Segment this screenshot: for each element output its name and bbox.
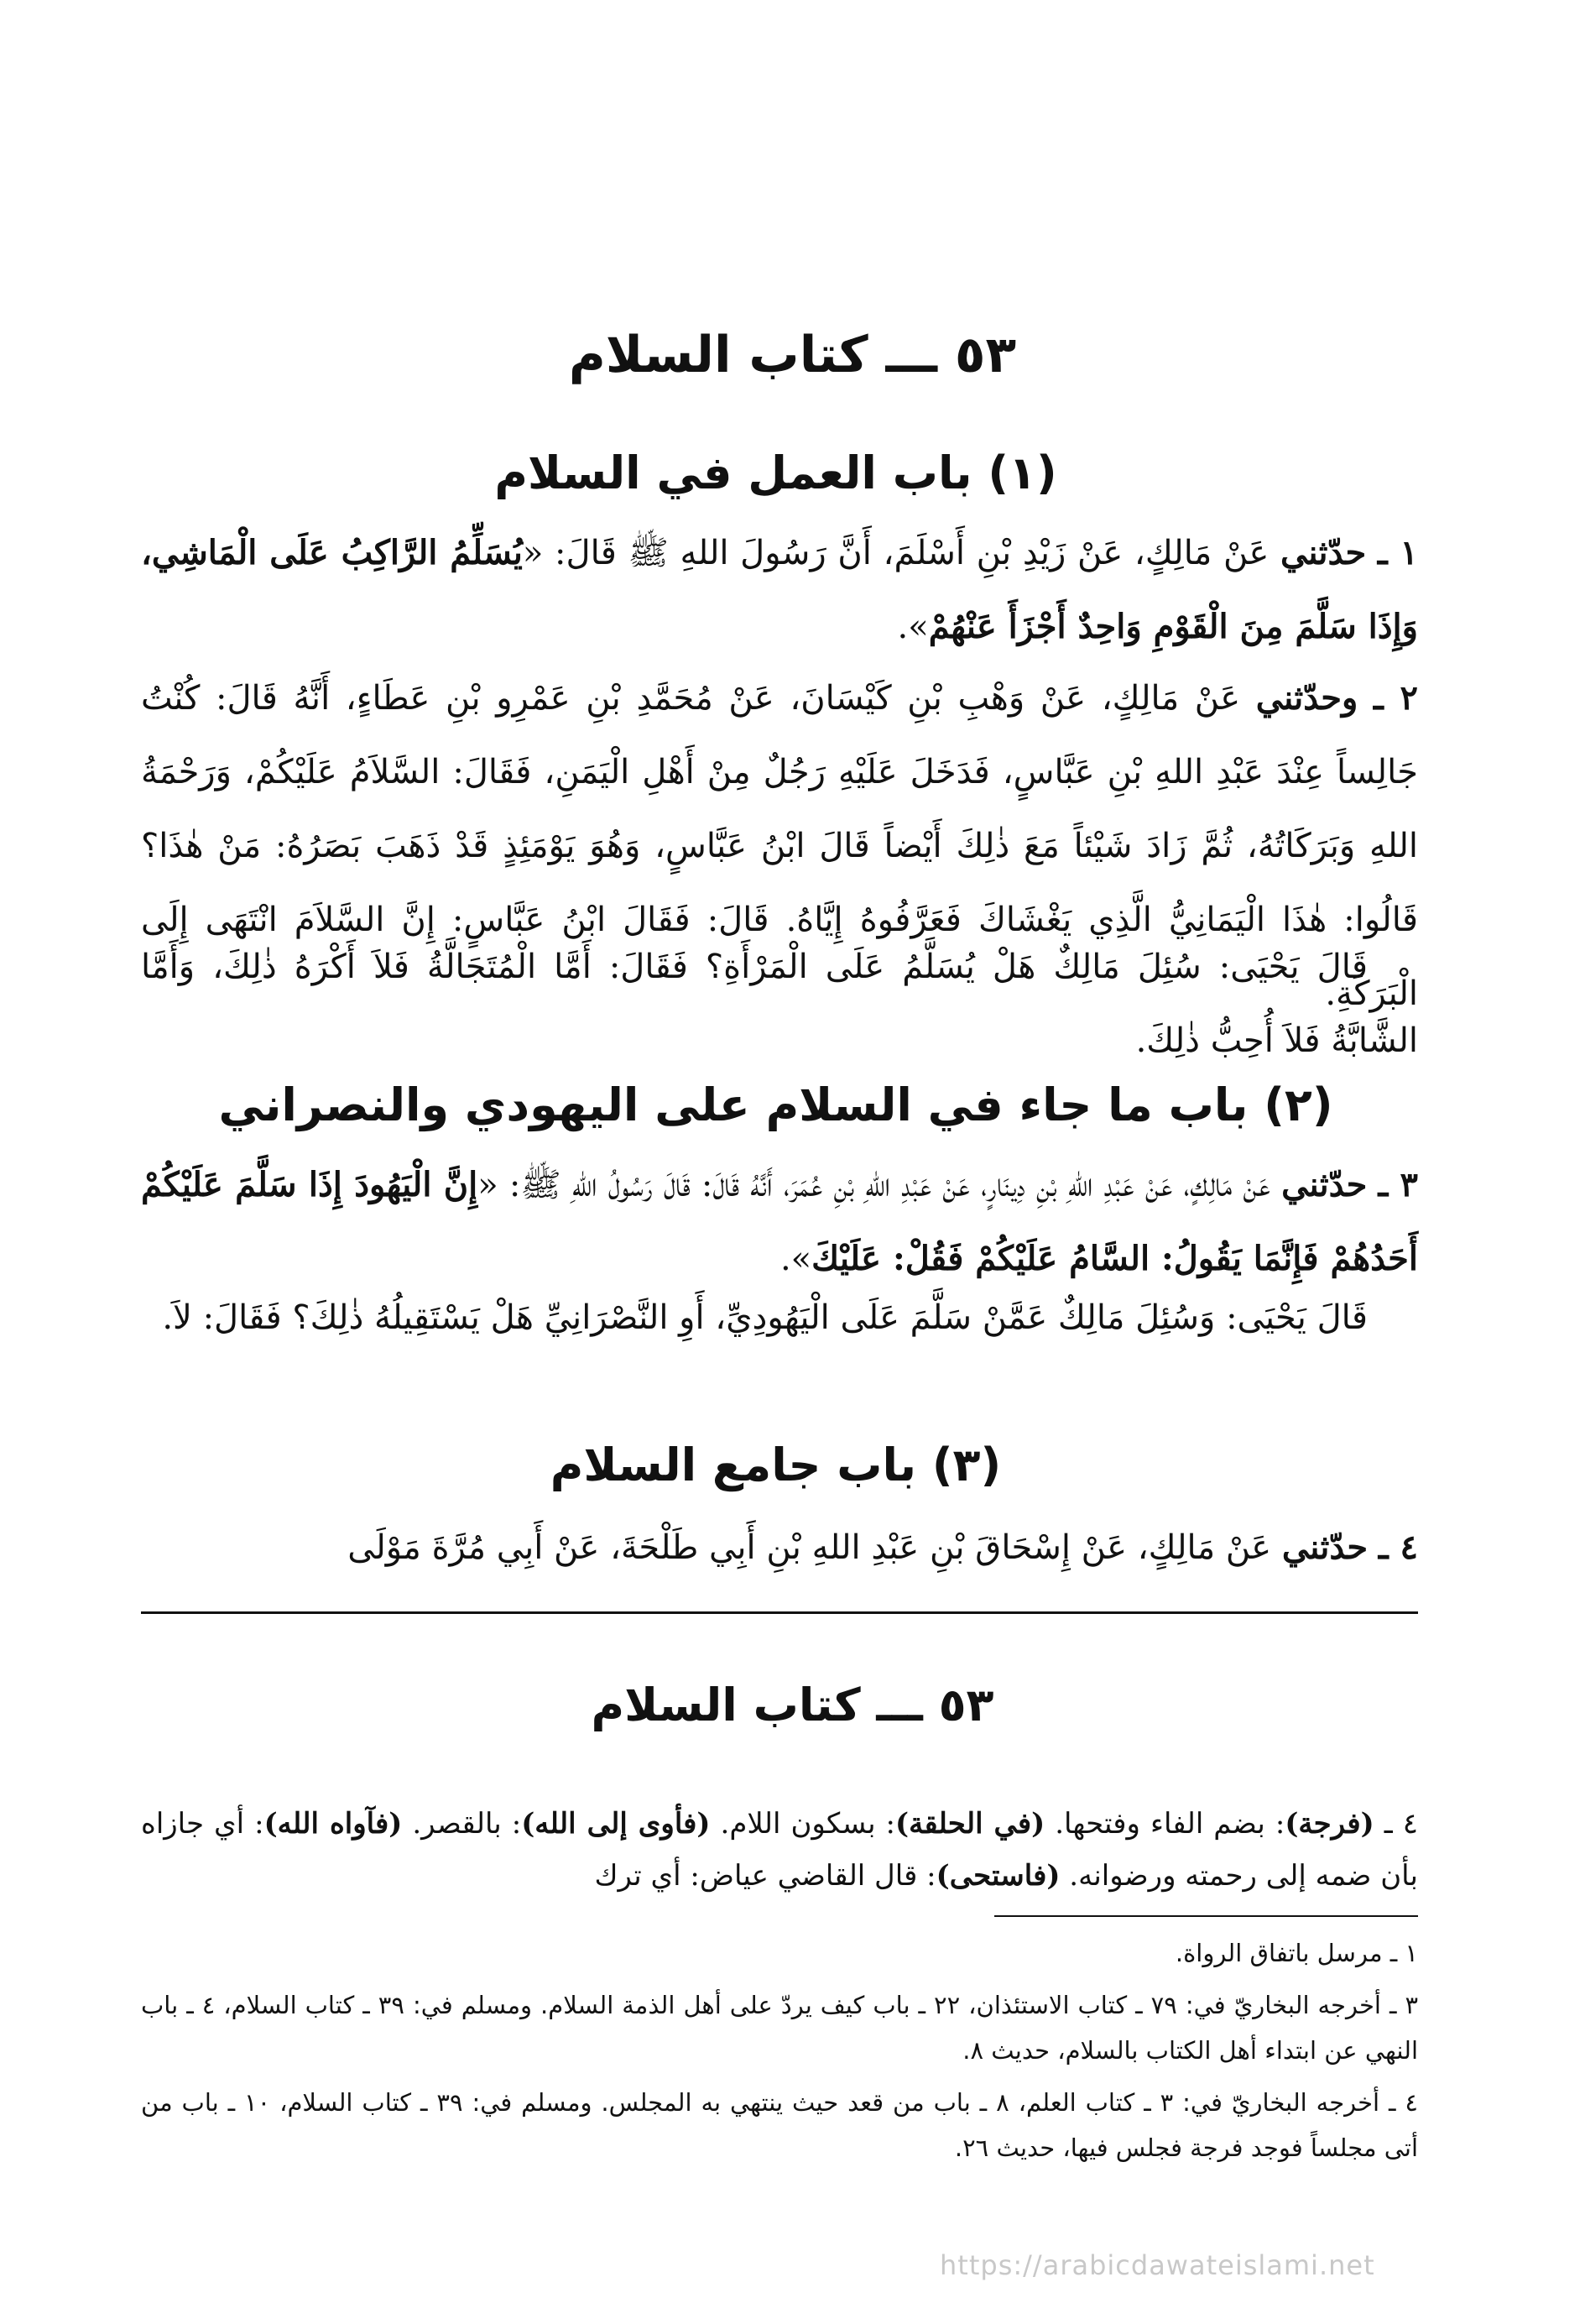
gloss-term: (فرجة) [1285,1807,1374,1841]
book-title: ٥٣ ـــ كتاب السلام [568,326,1017,384]
gloss-term: (فآواه الله) [263,1807,403,1841]
hadith-rawi: حدّثني [1280,533,1367,572]
hadith-number: ٣ ـ [1378,1165,1418,1204]
watermark-url: https://arabicdawateislami.net [940,2249,1375,2281]
hadith-1 [141,516,1418,664]
footnote-4: ٤ ـ أخرجه البخاريّ في: ٣ ـ كتاب العلم، ٨ ـ باب من قعد حيث ينتهي به المجلس. ومسلم في: ٣٩ ـ كتاب السلام، ١٠ ـ باب من أتى مجلساً فوجد فرجة فجلس فيها، حديث ٢٦. [141,2088,1418,2162]
hadith-number: ١ ـ [1377,533,1418,572]
footnotes [141,1930,1418,2177]
chapter-2-title: (٢) باب ما جاء في السلام على اليهودي والنصراني [218,1078,1333,1131]
hadith-3 [141,1148,1418,1296]
hadith-number: ٤ ـ [1378,1528,1418,1567]
glossary-notes [141,1798,1418,1902]
yahya-comment-2: قَالَ يَحْيَى: وَسُئِلَ مَالِكٌ عَمَّنْ سَلَّمَ عَلَى الْيَهُودِيِّ، أَوِ النَّصْرَانِيِّ هَلْ يَسْتَقِيلُهُ ذٰلِكَ؟ فَقَالَ: لاَ. [162,1298,1368,1337]
hadith-end: ». [779,1240,812,1278]
gloss-definition: : بضم الفاء وفتحها. [1045,1807,1285,1841]
gloss-term: (في الحلقة) [895,1807,1045,1841]
hadith-matn: إِنَّ الْيَهُودَ إِذَا سَلَّمَ عَلَيْكُمْ أَحَدُهُمْ فَإِنَّمَا يَقُولُ: السَّامُ عَلَيْكُمْ فَقُلْ: عَلَيْكَ [141,1165,1418,1278]
gloss-definition: : بسكون اللام. [710,1807,896,1841]
chapter-1-title: (١) باب العمل في السلام [494,447,1057,499]
footnote-3: ٣ ـ أخرجه البخاريّ في: ٧٩ ـ كتاب الاستئذان، ٢٢ ـ باب كيف يردّ على أهل الذمة السلام. ومسلم في: ٣٩ ـ كتاب السلام، ٤ ـ باب النهي عن ابتداء أهل الكتاب بالسلام، حديث ٨. [141,1991,1419,2065]
gloss-number: ٤ ـ [1384,1807,1418,1841]
chapter-3-title: (٣) باب جامع السلام [550,1439,1002,1491]
hadith-isnad: عَنْ مَالِكٍ، عَنْ زَيْدِ بْنِ أَسْلَمَ، أَنَّ رَسُولَ اللهِ ﷺ قَالَ: « [522,534,1280,572]
gloss-definition: : بالقصر. [402,1807,522,1841]
hadith-rawi: حدّثني [1281,1528,1369,1567]
footnote-rule [994,1915,1418,1917]
footnote-1: ١ ـ مرسل باتفاق الرواة. [1175,1939,1418,1967]
hadith-rawi: حدّثني [1281,1165,1368,1204]
hadith-text: عَنْ مَالِكٍ، عَنْ وَهْبِ بْنِ كَيْسَانَ، عَنْ مُحَمَّدِ بْنِ عَمْرِو بْنِ عَطَاءٍ، أَنَّهُ قَالَ: كُنْتُ جَالِساً عِنْدَ عَبْدِ اللهِ بْنِ عَبَّاسٍ، فَدَخَلَ عَلَيْهِ رَجُلٌ مِنْ أَهْلِ الْيَمَنِ، فَقَالَ: السَّلاَمُ عَلَيْكُمْ، وَرَحْمَةُ اللهِ وَبَرَكَاتُهُ، ثُمَّ زَادَ شَيْئاً مَعَ ذٰلِكَ أَيْضاً قَالَ ابْنُ عَبَّاسٍ، وَهُوَ يَوْمَئِذٍ قَدْ ذَهَبَ بَصَرُهُ: مَنْ هٰذَا؟ قَالُوا: هٰذَا الْيَمَانِيُّ الَّذِي يَغْشَاكَ فَعَرَّفُوهُ إِيَّاهُ. قَالَ: فَقَالَ ابْنُ عَبَّاسٍ: إِنَّ السَّلاَمَ انْتَهَى إِلَى الْبَرَكَةِ. [141,679,1418,1013]
hadith-rawi: وحدّثني [1255,678,1358,718]
main-text-divider [141,1611,1418,1614]
hadith-4 [141,1511,1418,1585]
gloss-term: (فاستحى) [936,1859,1061,1893]
hadith-number: ٢ ـ [1373,678,1419,718]
gloss-term: (فأوى إلى الله) [521,1807,711,1841]
yahya-comment-1: قَالَ يَحْيَى: سُئِلَ مَالِكٌ هَلْ يُسَلَّمُ عَلَى الْمَرْأَةِ؟ فَقَالَ: أَمَّا الْمُتَجَالَّةُ فَلاَ أَكْرَهُ ذٰلِكَ، وَأَمَّا الشَّابَّةُ فَلاَ أُحِبُّ ذٰلِكَ. [141,948,1418,1060]
gloss-definition: : أي جازاه بأن ضمه إلى رحمته ورضوانه. [141,1807,1418,1893]
hadith-isnad: عَنْ مَالِكٍ، عَنْ عَبْدِ اللهِ بْنِ دِينَارٍ، عَنْ عَبْدِ اللهِ بْنِ عُمَرَ، أَنَّهُ قَالَ: قَالَ رَسُولُ اللهِ ﷺ: « [477,1166,1282,1204]
hadith-text: عَنْ مَالِكٍ، عَنْ إِسْحَاقَ بْنِ عَبْدِ اللهِ بْنِ أَبِي طَلْحَةَ، عَنْ أَبِي مُرَّةَ مَوْلَى [347,1528,1282,1567]
notes-title: ٥٣ ـــ كتاب السلام [591,1679,994,1731]
gloss-definition: : قال القاضي عياض: أي ترك [594,1859,936,1893]
hadith-end: ». [897,608,929,646]
hadith-matn: يُسَلِّمُ الرَّاكِبُ عَلَى الْمَاشِي، وَإِذَا سَلَّمَ مِنَ الْقَوْمِ وَاحِدٌ أَجْزَأَ عَنْهُمْ [141,533,1418,646]
